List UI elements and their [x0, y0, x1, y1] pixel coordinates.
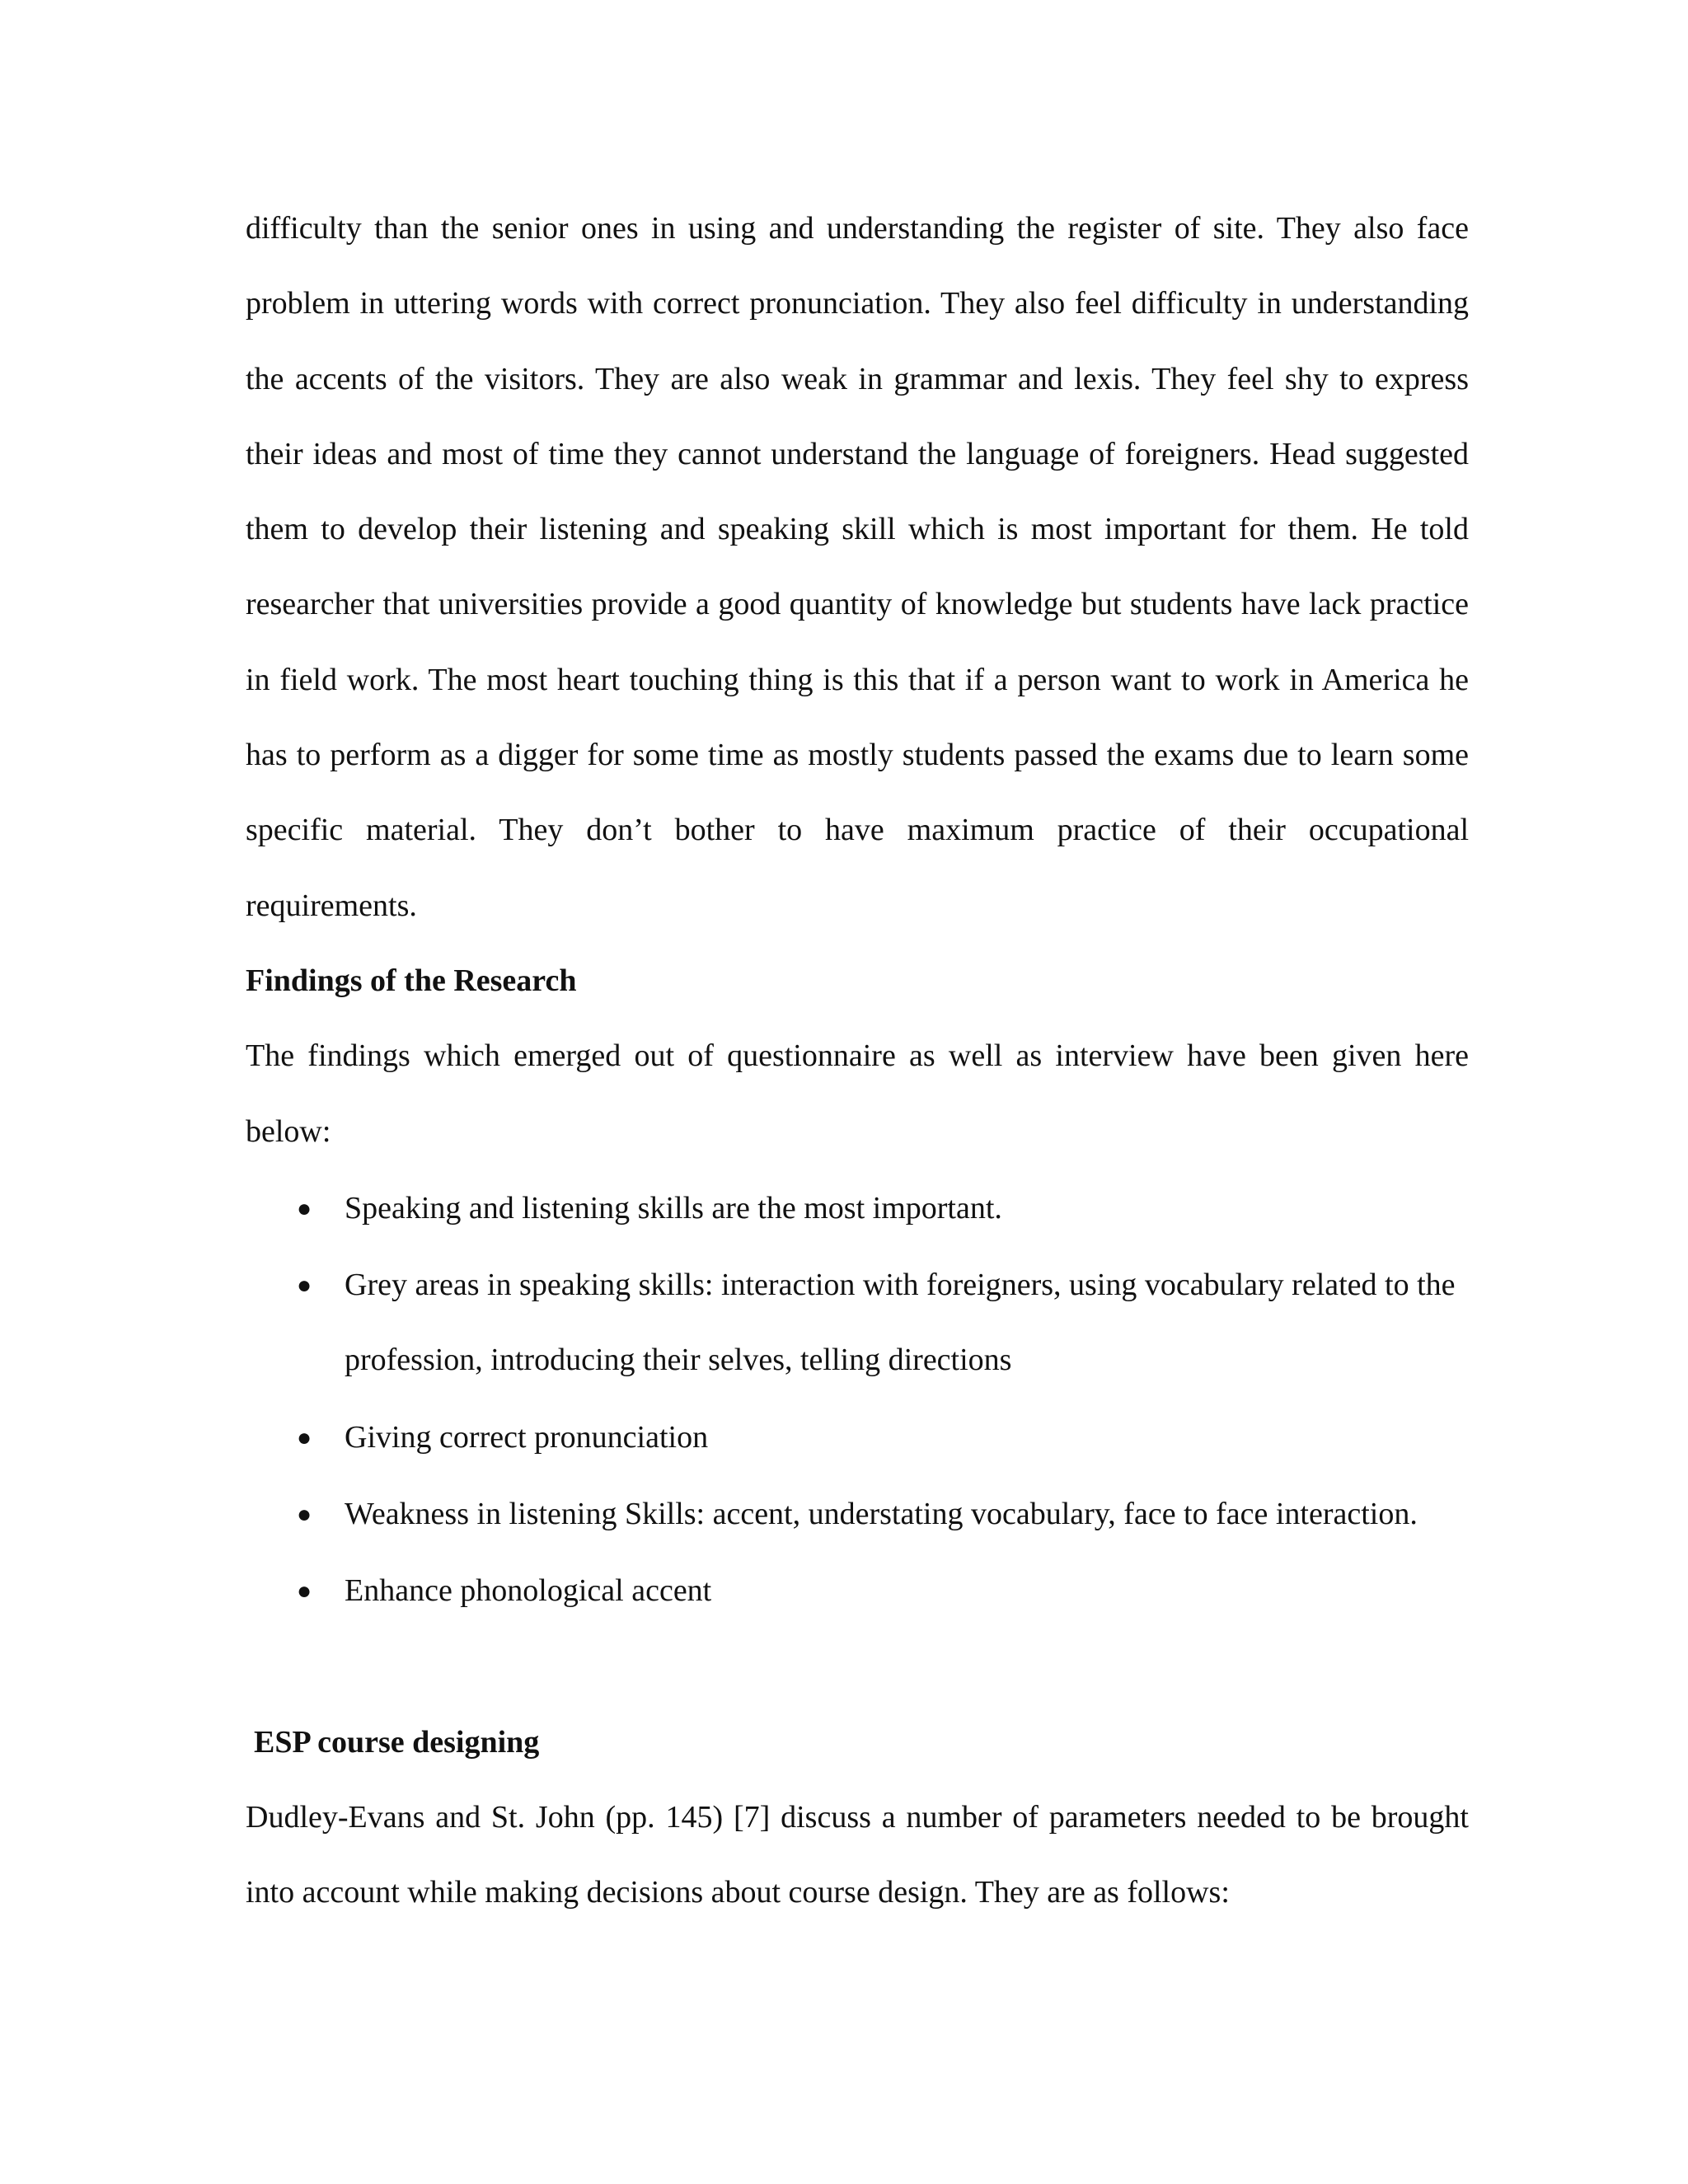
list-item	[246, 1554, 1469, 1629]
bullet-icon: ●	[297, 1501, 312, 1529]
list-item-text: Enhance phonological accent	[345, 1573, 712, 1609]
list-item	[246, 1400, 1469, 1475]
list-item	[246, 1477, 1469, 1552]
esp-paragraph: Dudley-Evans and St. John (pp. 145) [7] discuss a number of parameters needed to be brought into account while making decisions about course design. They are as follows:	[246, 1799, 1469, 1910]
bullet-icon: ●	[297, 1272, 312, 1300]
bullet-icon: ●	[297, 1423, 312, 1451]
list-item	[246, 1248, 1469, 1399]
esp-heading: ESP course designing	[254, 1724, 540, 1760]
findings-list	[246, 1171, 1469, 1629]
findings-heading: Findings of the Research	[246, 963, 577, 998]
findings-intro-paragraph: The findings which emerged out of questionnaire as well as interview have been given here below:	[246, 1038, 1469, 1149]
list-item-text: Grey areas in speaking skills: interaction with foreigners, using vocabulary related to the profession, introducing their selves, telling directions	[345, 1268, 1456, 1378]
list-item	[246, 1171, 1469, 1246]
list-item-text: Speaking and listening skills are the most important.	[345, 1190, 1002, 1226]
section-spacer	[246, 1631, 1469, 1705]
bullet-icon: ●	[297, 1194, 312, 1222]
list-item-text: Giving correct pronunciation	[345, 1419, 709, 1455]
bullet-icon: ●	[297, 1577, 312, 1605]
list-item-text: Weakness in listening Skills: accent, understating vocabulary, face to face interaction.	[345, 1497, 1418, 1532]
intro-paragraph: difficulty than the senior ones in using and understanding the register of site. They also face problem in uttering words with correct pronunciation. They also feel difficulty in understanding the accents of the visitors. They are also weak in grammar and lexis. They feel shy to express their ideas and most of time they cannot understand the language of foreigners. Head suggested them to develop their listening and speaking skill which is most important for them. He told researcher that universities provide a good quantity of knowledge but students have lack practice in field work. The most heart touching thing is this that if a person want to work in America he has to perform as a digger for some time as mostly students passed the exams due to learn some specific material. They don’t bother to have maximum practice of their occupational requirements.	[246, 211, 1469, 923]
page-content	[246, 191, 1469, 1931]
